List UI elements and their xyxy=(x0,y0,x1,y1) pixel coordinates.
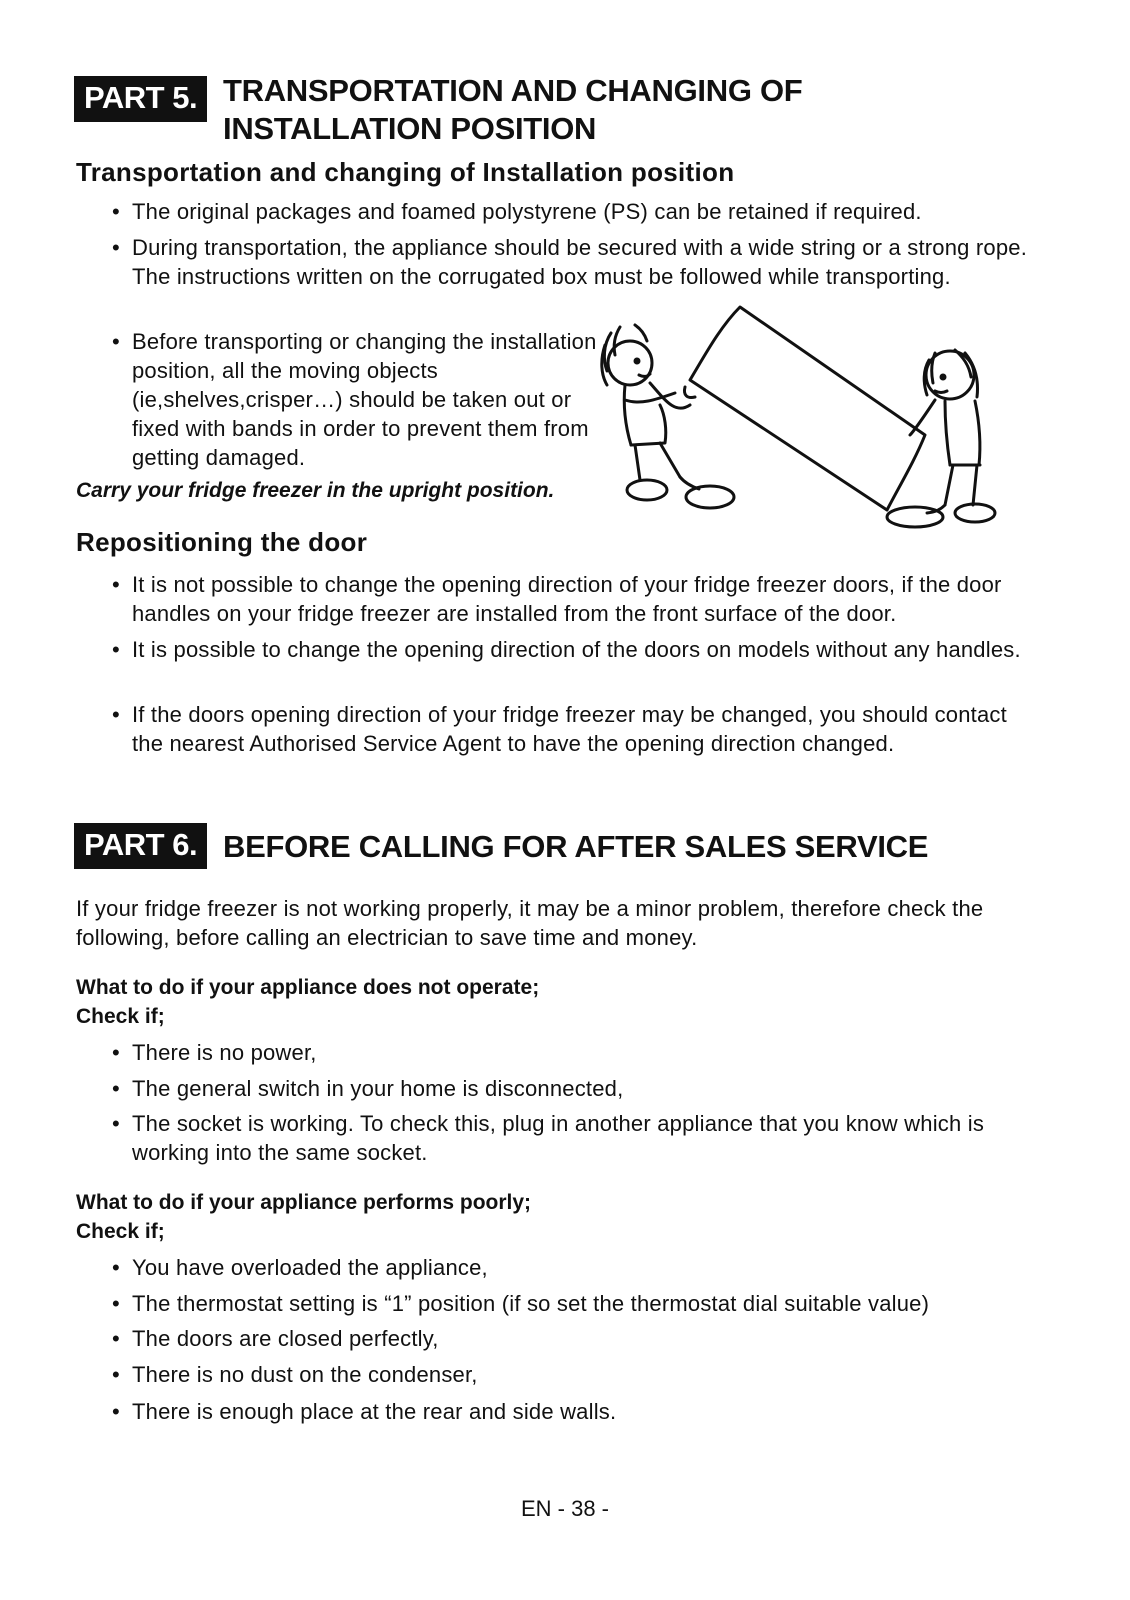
not-operate-bullet-3: • The socket is working. To check this, plug in another appliance that you know which is working into the same socket. xyxy=(112,1109,1012,1167)
performs-poorly-bullet-1: • You have overloaded the appliance, xyxy=(112,1253,1062,1282)
transport-bullet-2: • During transportation, the appliance should be secured with a wide string or a strong rope. The instructions written on the corrugated box must be followed while transporting. xyxy=(112,233,1062,291)
part5-title-line1: TRANSPORTATION AND CHANGING OF xyxy=(223,73,803,108)
door-heading: Repositioning the door xyxy=(76,527,368,557)
part6-title: BEFORE CALLING FOR AFTER SALES SERVICE xyxy=(223,829,929,864)
performs-poorly-bullet-2: • The thermostat setting is “1” position (if so set the thermostat dial suitable value) xyxy=(112,1289,1062,1318)
transport-bullet-1: • The original packages and foamed polystyrene (PS) can be retained if required. xyxy=(112,197,1062,226)
performs-poorly-bullet-3: • The doors are closed perfectly, xyxy=(112,1324,1062,1353)
part6-intro: If your fridge freezer is not working properly, it may be a minor problem, therefore check the following, before calling an electrician to save time and money. xyxy=(76,896,984,950)
page-number: EN - 38 - xyxy=(520,1496,610,1521)
not-operate-bullet-1: • There is no power, xyxy=(112,1038,1032,1067)
performs-poorly-bullet-5: • There is enough place at the rear and side walls. xyxy=(112,1397,1062,1426)
performs-poorly-bullet-4: • There is no dust on the condenser, xyxy=(112,1360,1062,1389)
not-operate-heading: What to do if your appliance does not operate; xyxy=(76,976,540,999)
part5-title-line2: INSTALLATION POSITION xyxy=(223,111,597,146)
not-operate-check: Check if; xyxy=(76,1005,165,1028)
door-bullet-2: • It is possible to change the opening direction of the doors on models without any handles. xyxy=(112,635,1042,664)
transport-heading: Transportation and changing of Installation position xyxy=(76,157,735,187)
not-operate-bullet-2: • The general switch in your home is disconnected, xyxy=(112,1074,1032,1103)
carry-upright-caption: Carry your fridge freezer in the upright position. xyxy=(76,479,555,502)
door-bullet-3: • If the doors opening direction of your fridge freezer may be changed, you should contact the nearest Authorised Service Agent to have the opening direction changed. xyxy=(112,700,1032,758)
two-children-carrying-fridge-illustration xyxy=(595,305,1015,530)
transport-bullet-3: • Before transporting or changing the installation position, all the moving objects (ie,shelves,crisper…) should be taken out or fixed with bands in order to prevent them from getting damaged. xyxy=(112,327,600,472)
performs-poorly-heading: What to do if your appliance performs poorly; xyxy=(76,1191,532,1214)
part5-label: PART 5. xyxy=(74,76,207,122)
part6-label: PART 6. xyxy=(74,823,207,869)
door-bullet-1: • It is not possible to change the opening direction of your fridge freezer doors, if the door handles on your fridge freezer are installed from the front surface of the door. xyxy=(112,570,1062,628)
performs-poorly-check: Check if; xyxy=(76,1220,165,1243)
